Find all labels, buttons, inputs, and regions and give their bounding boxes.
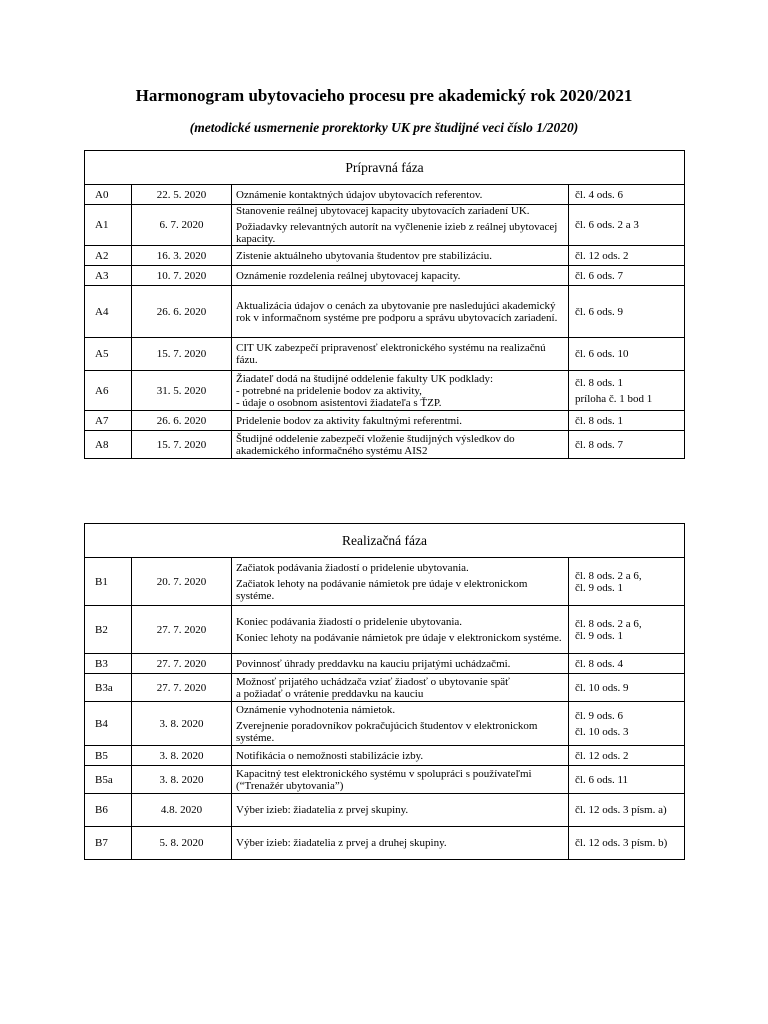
- step-description: [232, 266, 569, 286]
- reference-line: čl. 8 ods. 4: [575, 657, 623, 670]
- step-description: [232, 674, 569, 702]
- step-date: 31. 5. 2020: [132, 371, 232, 411]
- reference-line: čl. 12 ods. 3 písm. b): [575, 837, 668, 849]
- document-title: Harmonogram ubytovacieho procesu pre akademický rok 2020/2021: [135, 86, 633, 105]
- step-date: 4.8. 2020: [132, 794, 232, 827]
- step-date: 15. 7. 2020: [132, 431, 232, 459]
- article-reference: [569, 205, 685, 246]
- reference-line: čl. 6 ods. 10: [575, 348, 629, 360]
- schedule-row: [85, 746, 685, 766]
- step-description: [232, 746, 569, 766]
- article-reference: [569, 558, 685, 606]
- reference-line: čl. 10 ods. 3: [575, 725, 629, 738]
- reference-line: príloha č. 1 bod 1: [575, 392, 653, 405]
- article-reference: [569, 185, 685, 205]
- step-code: B4: [85, 702, 132, 746]
- phase-heading-row: [85, 524, 685, 558]
- article-reference: [569, 606, 685, 654]
- reference-line: čl. 6 ods. 7: [575, 269, 623, 282]
- phase-heading: Prípravná fáza: [85, 151, 685, 185]
- reference-line: čl. 6 ods. 9: [575, 305, 623, 318]
- step-code: B5: [85, 746, 132, 766]
- step-date: 22. 5. 2020: [132, 185, 232, 205]
- reference-line: čl. 12 ods. 2: [575, 249, 629, 262]
- schedule-row: [85, 185, 685, 205]
- article-reference: [569, 431, 685, 459]
- schedule-row: [85, 266, 685, 286]
- step-code: B7: [85, 827, 132, 860]
- article-reference: [569, 674, 685, 702]
- article-reference: [569, 654, 685, 674]
- description-paragraph: Povinnosť úhrady preddavku na kauciu prijatými uchádzačmi.: [236, 657, 511, 670]
- step-date: 27. 7. 2020: [132, 674, 232, 702]
- description-paragraph: Výber izieb: žiadatelia z prvej skupiny.: [236, 804, 409, 816]
- step-code: A4: [85, 286, 132, 338]
- step-description: [232, 246, 569, 266]
- reference-line: čl. 8 ods. 7: [575, 438, 623, 451]
- description-paragraph: Študijné oddelenie zabezpečí vloženie študijných výsledkov do akademického informačného systému AIS2: [236, 432, 515, 457]
- schedule-row: [85, 702, 685, 746]
- step-code: A0: [85, 185, 132, 205]
- step-code: B3: [85, 654, 132, 674]
- document-subtitle: (metodické usmernenie prorektorky UK pre študijné veci číslo 1/2020): [189, 120, 579, 135]
- step-description: [232, 702, 569, 746]
- step-code: A5: [85, 338, 132, 371]
- description-paragraph: Oznámenie rozdelenia reálnej ubytovacej kapacity.: [236, 269, 461, 282]
- schedule-row: [85, 558, 685, 606]
- step-date: 15. 7. 2020: [132, 338, 232, 371]
- schedule-row: [85, 827, 685, 860]
- preparatory-phase-table: [84, 150, 685, 459]
- description-paragraph: Aktualizácia údajov o cenách za ubytovanie pre nasledujúci akademický rok v informačnom systéme pre podporu a správu ubytovacích zariadení.: [236, 299, 558, 324]
- schedule-row: [85, 246, 685, 266]
- description-paragraph: CIT UK zabezpečí pripravenosť elektronického systému na realizačnú fázu.: [236, 342, 546, 366]
- step-description: [232, 371, 569, 411]
- description-paragraph: Začiatok lehoty na podávanie námietok pre údaje v elektronickom systéme.: [236, 577, 528, 602]
- step-description: [232, 827, 569, 860]
- reference-line: čl. 9 ods. 6: [575, 709, 623, 722]
- phase-heading-row: [85, 151, 685, 185]
- reference-line: čl. 12 ods. 3 písm. a): [575, 804, 667, 816]
- step-code: A8: [85, 431, 132, 459]
- description-paragraph: Možnosť prijatého uchádzača vziať žiadosť o ubytovanie späť a požiadať o vrátenie preddavku na kauciu: [236, 675, 510, 700]
- step-code: B3a: [85, 674, 132, 702]
- step-description: [232, 794, 569, 827]
- schedule-row: [85, 794, 685, 827]
- step-description: [232, 205, 569, 246]
- description-paragraph: Žiadateľ dodá na študijné oddelenie fakulty UK podklady: - potrebné na pridelenie bodov za aktivity, - údaje o osobnom asistentovi žiadateľa s ŤZP.: [236, 372, 494, 409]
- article-reference: [569, 411, 685, 431]
- description-paragraph: Koniec lehoty na podávanie námietok pre údaje v elektronickom systéme.: [236, 631, 562, 644]
- step-description: [232, 558, 569, 606]
- schedule-row: [85, 654, 685, 674]
- article-reference: [569, 246, 685, 266]
- schedule-row: [85, 205, 685, 246]
- article-reference: [569, 338, 685, 371]
- article-reference: [569, 746, 685, 766]
- schedule-row: [85, 286, 685, 338]
- phase-heading: Realizačná fáza: [85, 524, 685, 558]
- step-code: B5a: [85, 766, 132, 794]
- article-reference: [569, 266, 685, 286]
- description-paragraph: Zverejnenie poradovníkov pokračujúcich študentov v elektronickom systéme.: [236, 719, 538, 744]
- step-date: 20. 7. 2020: [132, 558, 232, 606]
- step-date: 16. 3. 2020: [132, 246, 232, 266]
- article-reference: [569, 371, 685, 411]
- step-description: [232, 606, 569, 654]
- step-code: B6: [85, 794, 132, 827]
- reference-line: čl. 6 ods. 2 a 3: [575, 219, 639, 231]
- schedule-row: [85, 766, 685, 794]
- reference-line: čl. 6 ods. 11: [575, 773, 629, 786]
- reference-line: čl. 10 ods. 9: [575, 681, 629, 694]
- step-description: [232, 185, 569, 205]
- reference-line: čl. 12 ods. 2: [575, 749, 629, 762]
- step-description: [232, 411, 569, 431]
- description-paragraph: Požiadavky relevantných autorít na vyčlenenie izieb z reálnej ubytovacej kapacity.: [236, 221, 558, 245]
- description-paragraph: Kapacitný test elektronického systému v spolupráci s používateľmi (“Trenažér ubytovania”): [236, 767, 532, 792]
- step-code: B2: [85, 606, 132, 654]
- step-date: 3. 8. 2020: [132, 766, 232, 794]
- step-description: [232, 286, 569, 338]
- reference-line: čl. 8 ods. 1: [575, 376, 623, 389]
- step-code: A2: [85, 246, 132, 266]
- description-paragraph: Stanovenie reálnej ubytovacej kapacity ubytovacích zariadení UK.: [236, 205, 530, 217]
- article-reference: [569, 766, 685, 794]
- schedule-row: [85, 674, 685, 702]
- step-date: 10. 7. 2020: [132, 266, 232, 286]
- schedule-row: [85, 338, 685, 371]
- step-code: A3: [85, 266, 132, 286]
- description-paragraph: Začiatok podávania žiadostí o pridelenie ubytovania.: [236, 561, 469, 574]
- description-paragraph: Zistenie aktuálneho ubytovania študentov pre stabilizáciu.: [236, 249, 492, 262]
- step-date: 26. 6. 2020: [132, 286, 232, 338]
- step-date: 26. 6. 2020: [132, 411, 232, 431]
- schedule-row: [85, 606, 685, 654]
- step-date: 27. 7. 2020: [132, 654, 232, 674]
- description-paragraph: Oznámenie vyhodnotenia námietok.: [236, 703, 396, 716]
- description-paragraph: Notifikácia o nemožnosti stabilizácie izby.: [236, 749, 424, 762]
- reference-line: čl. 4 ods. 6: [575, 188, 623, 201]
- description-paragraph: Oznámenie kontaktných údajov ubytovacích referentov.: [236, 188, 483, 201]
- schedule-row: [85, 411, 685, 431]
- step-date: 5. 8. 2020: [132, 827, 232, 860]
- step-description: [232, 338, 569, 371]
- article-reference: [569, 827, 685, 860]
- reference-line: čl. 8 ods. 2 a 6, čl. 9 ods. 1: [575, 617, 642, 642]
- article-reference: [569, 702, 685, 746]
- step-date: 3. 8. 2020: [132, 746, 232, 766]
- article-reference: [569, 794, 685, 827]
- step-description: [232, 766, 569, 794]
- description-paragraph: Pridelenie bodov za aktivity fakultnými referentmi.: [236, 414, 463, 427]
- step-description: [232, 654, 569, 674]
- article-reference: [569, 286, 685, 338]
- realization-phase-table: [84, 523, 685, 860]
- step-code: B1: [85, 558, 132, 606]
- step-code: A7: [85, 411, 132, 431]
- schedule-row: [85, 431, 685, 459]
- step-date: 3. 8. 2020: [132, 702, 232, 746]
- schedule-row: [85, 371, 685, 411]
- step-code: A6: [85, 371, 132, 411]
- step-description: [232, 431, 569, 459]
- step-date: 27. 7. 2020: [132, 606, 232, 654]
- description-paragraph: Koniec podávania žiadostí o pridelenie ubytovania.: [236, 615, 463, 628]
- step-date: 6. 7. 2020: [132, 205, 232, 246]
- description-paragraph: Výber izieb: žiadatelia z prvej a druhej skupiny.: [236, 837, 447, 849]
- reference-line: čl. 8 ods. 2 a 6, čl. 9 ods. 1: [575, 569, 642, 594]
- reference-line: čl. 8 ods. 1: [575, 414, 623, 427]
- step-code: A1: [85, 205, 132, 246]
